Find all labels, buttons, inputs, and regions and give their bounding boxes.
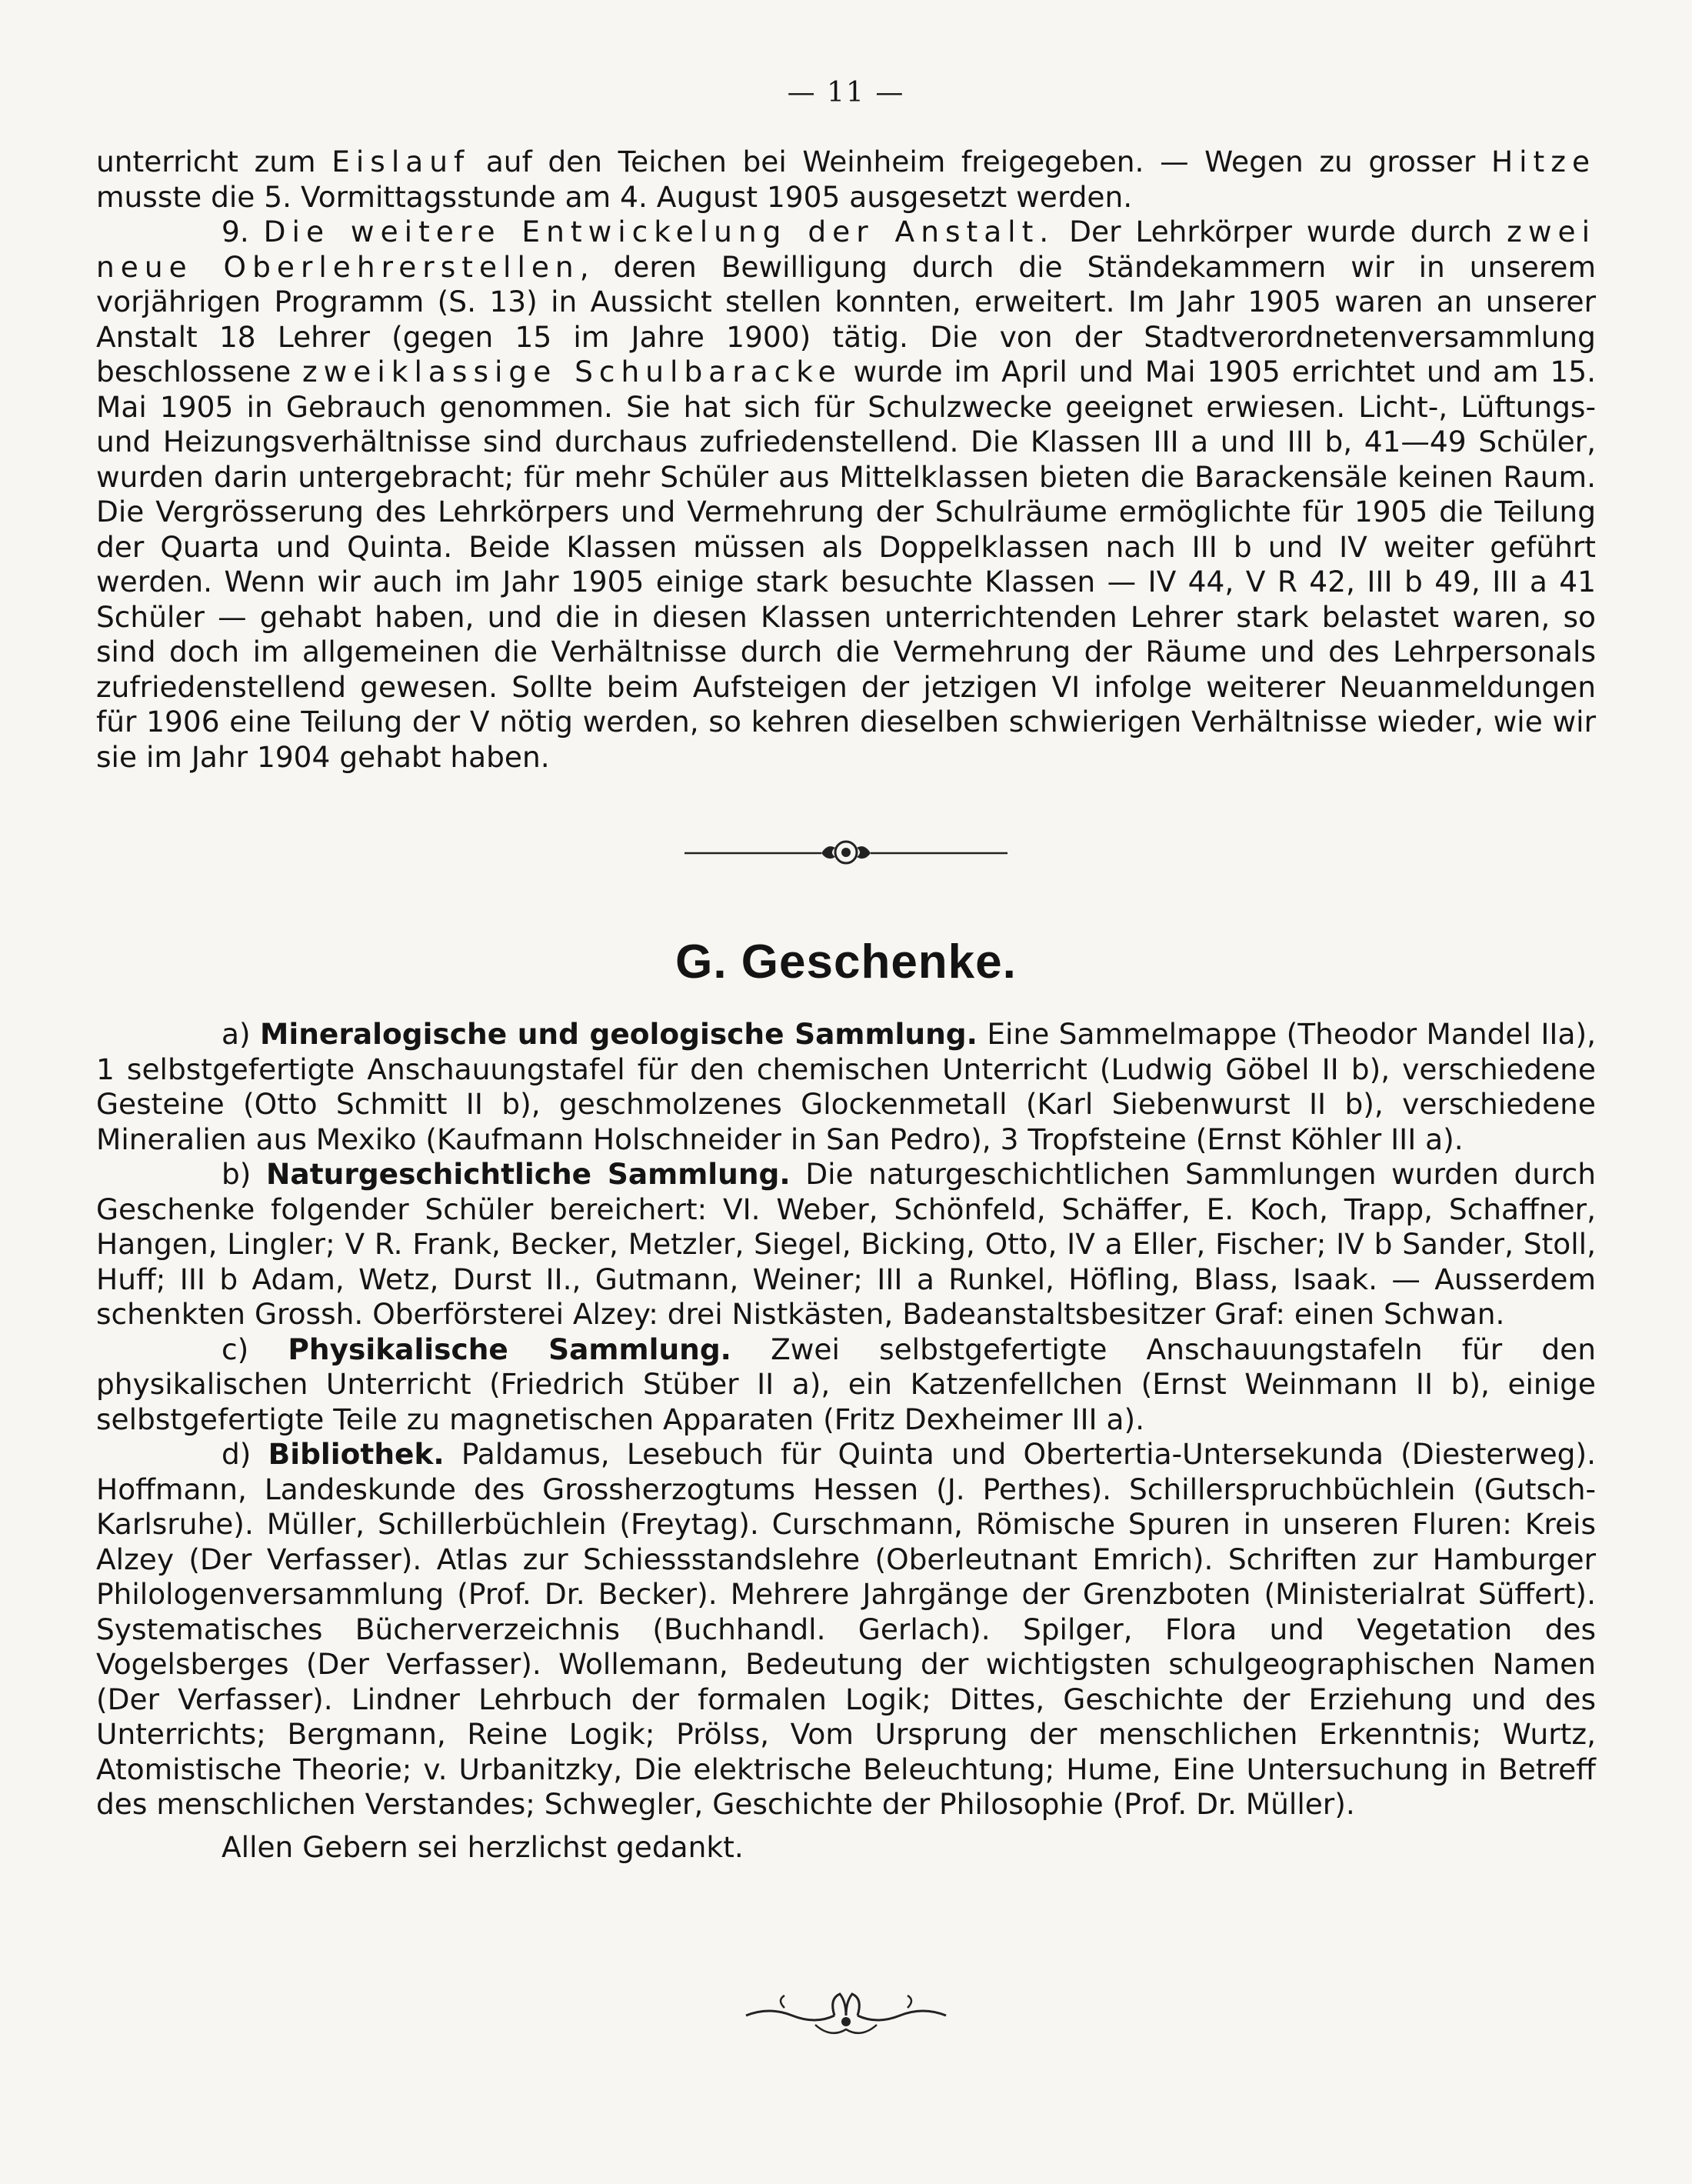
item-heading: Physikalische Sammlung.: [288, 1332, 731, 1366]
paragraph-9: 9. Die weitere Entwickelung der Anstalt. Der Lehrkörper wurde durch zwei neue Oberlehrerstellen, deren Bewilligung durch die Ständekammern wir in unserem vorjährigen Programm (S. 13) in Aussicht stellen konnten, erweitert. Im Jahr 1905 waren an unserer Anstalt 18 Lehrer (gegen 15 im Jahre 1900) tätig. Die von der Stadtverordnetenversammlung beschlossene zweiklassige Schulbaracke wurde im April und Mai 1905 errichtet und am 15. Mai 1905 in Gebrauch genommen. Sie hat sich für Schulzwecke geeignet erwiesen. Licht-, Lüftungs- und Heizungsverhältnisse sind durchaus zufriedenstellend. Die Klassen III a und III b, 41—49 Schüler, wurden darin untergebracht; für mehr Schüler aus Mittelklassen bieten die Barackensäle keinen Raum. Die Vergrösserung des Lehrkörpers und Vermehrung der Schulräume ermöglichte für 1905 die Teilung der Quarta und Quinta. Beide Klassen müssen als Doppelklassen nach III b und IV weiter geführt werden. Wenn wir auch im Jahr 1905 einige stark besuchte Klassen — IV 44, V R 42, III b 49, III a 41 Schüler — gehabt haben, und die in diesen Klassen unterrichtenden Lehrer stark belastet waren, so sind doch im allgemeinen die Verhältnisse durch die Vermehrung der Räume und des Lehrpersonals zufriedenstellend gewesen. Sollte beim Aufsteigen der jetzigen VI infolge weiterer Neuanmeldungen für 1906 eine Teilung der V nötig werden, so kehren dieselben schwierigen Verhältnisse wieder, wie wir sie im Jahr 1904 gehabt haben.: [96, 215, 1597, 774]
item-heading: Bibliothek.: [268, 1437, 445, 1471]
gift-item-physics: c) Physikalische Sammlung. Zwei selbstgefertigte Anschauungstafeln für den physikalischen Unterricht (Friedrich Stüber II a), ein Katzenfellchen (Ernst Weinmann II b), einige selbstgefertigte Teile zu magnetischen Apparaten (Fritz Dexheimer III a).: [96, 1332, 1596, 1436]
gift-item-mineralogy: a) Mineralogische und geologische Sammlung. Eine Sammelmappe (Theodor Mandel IIa), 1 selbstgefertigte Anschauungstafel für den chemischen Unterricht (Ludwig Göbel II b), verschiedene Gesteine (Otto Schmitt II b), geschmolzenes Glockenmetall (Karl Siebenwurst II b), verschiedene Mineralien aus Mexiko (Kaufmann Holschneider in San Pedro), 3 Tropfsteine (Ernst Köhler III a).: [96, 1017, 1596, 1156]
closing-ornament: [0, 1985, 1692, 2049]
spaced-heading: Die weitere Entwickelung der Anstalt.: [263, 215, 1055, 248]
section-f: [96, 145, 1596, 775]
gift-item-natural-history: b) Naturgeschichtliche Sammlung. Die naturgeschichtlichen Sammlungen wurden durch Geschenke folgender Schüler bereichert: VI. Weber, Schönfeld, Schäffer, E. Koch, Trapp, Schaffner, Hangen, Lingler; V R. Frank, Becker, Metzler, Siegel, Bicking, Otto, IV a Eller, Fischer; IV b Sander, Stoll, Huff; III b Adam, Wetz, Durst II., Gutmann, Weiner; III a Runkel, Höfling, Blass, Isaak. — Ausserdem schenkten Grossh. Oberförsterei Alzey: drei Nistkästen, Badeanstaltsbesitzer Graf: einen Schwan.: [96, 1157, 1596, 1331]
spaced-term: zwei neue Oberlehrerstellen: [96, 215, 1597, 284]
section-title: G. Geschenke.: [675, 935, 1017, 989]
spaced-term: Hitze: [1490, 145, 1597, 178]
spaced-term: Eislauf: [331, 145, 471, 178]
paragraph-continuation: unterricht zum Eislauf auf den Teichen bei Weinheim freigegeben. — Wegen zu grosser Hitze musste die 5. Vormittagsstunde am 4. August 1905 ausgesetzt werden.: [96, 145, 1597, 214]
ornament-icon: [684, 837, 1008, 868]
section-g: [96, 1017, 1596, 1865]
item-heading: Mineralogische und geologische Sammlung.: [260, 1017, 978, 1051]
separator-ornament: [0, 837, 1692, 871]
gift-item-library: d) Bibliothek. Paldamus, Lesebuch für Quinta und Obertertia-Untersekunda (Diesterweg). Hoffmann, Landeskunde des Grossherzogtums Hessen (J. Perthes). Schillerspruchbüchlein (Gutsch-Karlsruhe). Müller, Schillerbüchlein (Freytag). Curschmann, Römische Spuren in unseren Fluren: Kreis Alzey (Der Verfasser). Atlas zur Schiessstandslehre (Oberleutnant Emrich). Schriften zur Hamburger Philologenversammlung (Prof. Dr. Becker). Mehrere Jahrgänge der Grenzboten (Ministerialrat Süffert). Systematisches Bücherverzeichnis (Buchhandl. Gerlach). Spilger, Flora und Vegetation des Vogelsberges (Der Verfasser). Wollemann, Bedeutung der wichtigsten schulgeographischen Namen (Der Verfasser). Lindner Lehrbuch der formalen Logik; Dittes, Geschichte der Erziehung und des Unterrichts; Bergmann, Reine Logik; Prölss, Vom Ursprung der menschlichen Erkenntnis; Wurtz, Atomistische Theorie; v. Urbanitzky, Die elektrische Beleuchtung; Hume, Eine Untersuchung in Betreff des menschlichen Verstandes; Schwegler, Geschichte der Philosophie (Prof. Dr. Müller).: [96, 1437, 1596, 1821]
page-number: — 11 —: [787, 77, 905, 108]
closing-line: Allen Gebern sei herzlichst gedankt.: [221, 1829, 744, 1864]
item-heading: Naturgeschichtliche Sammlung.: [266, 1157, 791, 1191]
spaced-term: zweiklassige Schulbaracke: [301, 355, 842, 388]
flourish-icon: [738, 1985, 954, 2046]
